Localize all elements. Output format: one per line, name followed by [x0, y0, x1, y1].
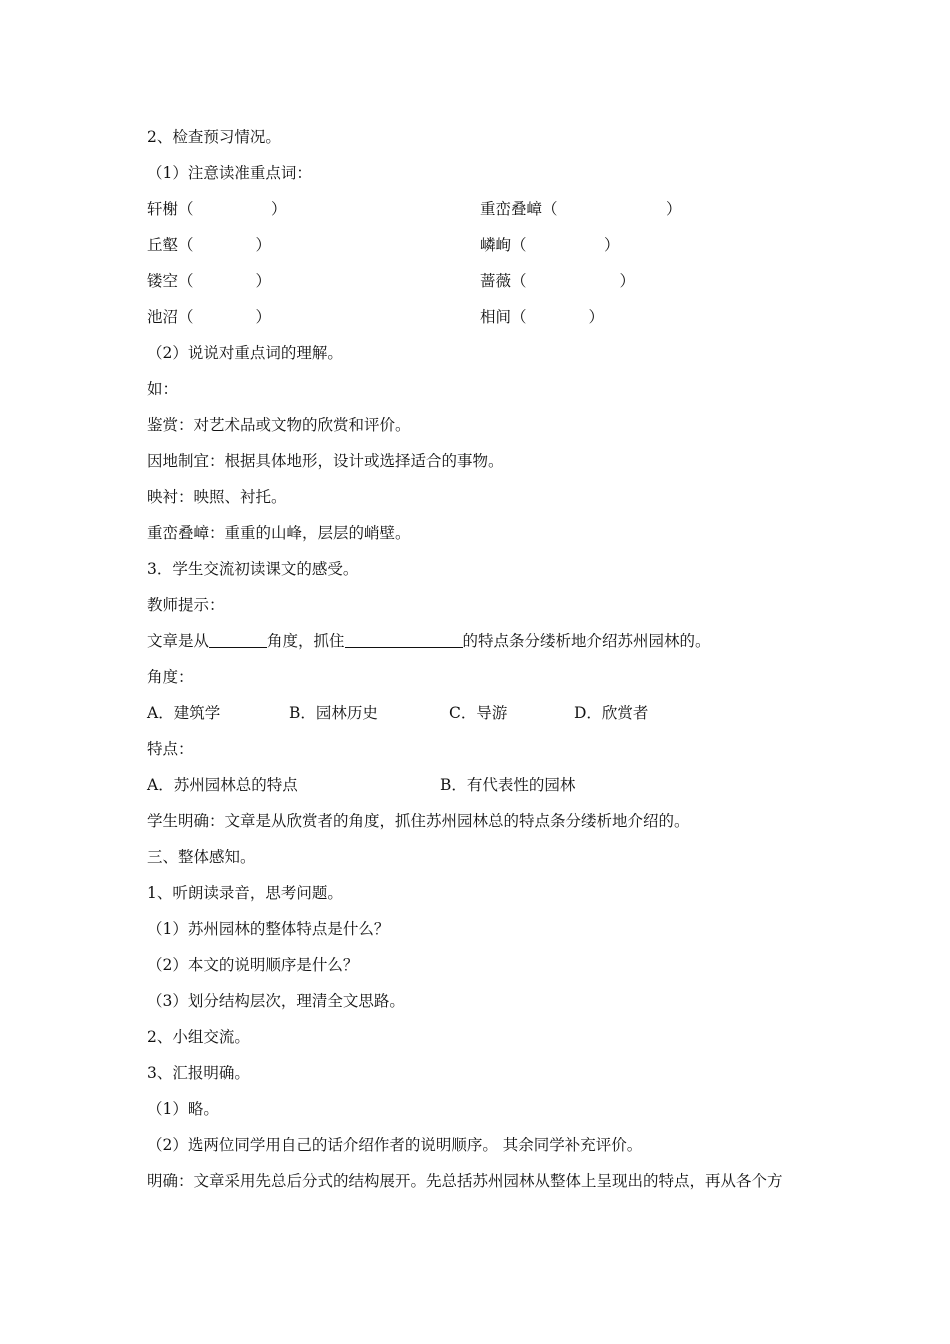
- angle-label: 角度：: [147, 668, 194, 686]
- answer-line: （1）略。: [147, 1100, 219, 1118]
- feature-option: B．有代表性的园林: [440, 776, 576, 794]
- feature-option: A．苏州园林总的特点: [147, 776, 298, 794]
- step-2-heading: 2、检查预习情况。: [147, 128, 281, 146]
- sub-1-heading: （1）注意读准重点词：: [147, 164, 312, 182]
- fill-part-2: 角度，抓住: [267, 632, 345, 650]
- vocab-right: 重峦叠嶂（ ）: [480, 200, 682, 218]
- teacher-hint-label: 教师提示：: [147, 596, 225, 614]
- example-label: 如：: [147, 380, 179, 398]
- angle-options: [147, 702, 667, 724]
- step-3-heading: 3．学生交流初读课文的感受。: [147, 560, 359, 578]
- definition-line: 映衬：映照、衬托。: [147, 488, 287, 506]
- answer-line: （2）选两位同学用自己的话介绍作者的说明顺序。 其余同学补充评价。: [147, 1136, 643, 1154]
- question-line: （3）划分结构层次，理清全文思路。: [147, 992, 405, 1010]
- vocab-right: 嶙峋（ ）: [480, 236, 620, 254]
- vocab-row: [147, 270, 636, 292]
- blank-1: [209, 633, 267, 648]
- vocab-row: [147, 306, 605, 328]
- blank-2: [345, 633, 463, 648]
- fill-part-1: 文章是从: [147, 632, 210, 650]
- angle-option: B．园林历史: [289, 704, 378, 722]
- step-3-report-heading: 3、汇报明确。: [147, 1064, 250, 1082]
- step-1-heading: 1、听朗读录音，思考问题。: [147, 884, 343, 902]
- vocab-left: 池沼（ ）: [147, 308, 272, 326]
- sub-2-heading: （2）说说对重点词的理解。: [147, 344, 343, 362]
- vocab-left: 镂空（ ）: [147, 272, 272, 290]
- vocab-left: 轩榭（ ）: [147, 200, 287, 218]
- section-3-heading: 三、整体感知。: [147, 848, 256, 866]
- vocab-row: [147, 234, 620, 256]
- vocab-left: 丘壑（ ）: [147, 236, 272, 254]
- definition-line: 重峦叠嶂：重重的山峰，层层的峭壁。: [147, 524, 411, 542]
- angle-option: D．欣赏者: [574, 704, 649, 722]
- vocab-row: [147, 198, 682, 220]
- question-line: （2）本文的说明顺序是什么？: [147, 956, 359, 974]
- feature-options: [147, 774, 607, 796]
- fill-part-3: 的特点条分缕析地介绍苏州园林的。: [462, 632, 711, 650]
- angle-option: A．建筑学: [147, 704, 221, 722]
- angle-option: C．导游: [449, 704, 508, 722]
- student-conclusion: 学生明确：文章是从欣赏者的角度，抓住苏州园林总的特点条分缕析地介绍的。: [147, 812, 690, 830]
- clarification-line: 明确：文章采用先总后分式的结构展开。先总括苏州园林从整体上呈现出的特点，再从各个方: [147, 1172, 783, 1190]
- vocab-right: 蔷薇（ ）: [480, 272, 636, 290]
- step-2-group-heading: 2、小组交流。: [147, 1028, 250, 1046]
- definition-line: 因地制宜：根据具体地形，设计或选择适合的事物。: [147, 452, 504, 470]
- vocab-right: 相间（ ）: [480, 308, 605, 326]
- fill-in-blank-line: [147, 630, 711, 652]
- feature-label: 特点：: [147, 740, 194, 758]
- definition-line: 鉴赏：对艺术品或文物的欣赏和评价。: [147, 416, 411, 434]
- question-line: （1）苏州园林的整体特点是什么？: [147, 920, 390, 938]
